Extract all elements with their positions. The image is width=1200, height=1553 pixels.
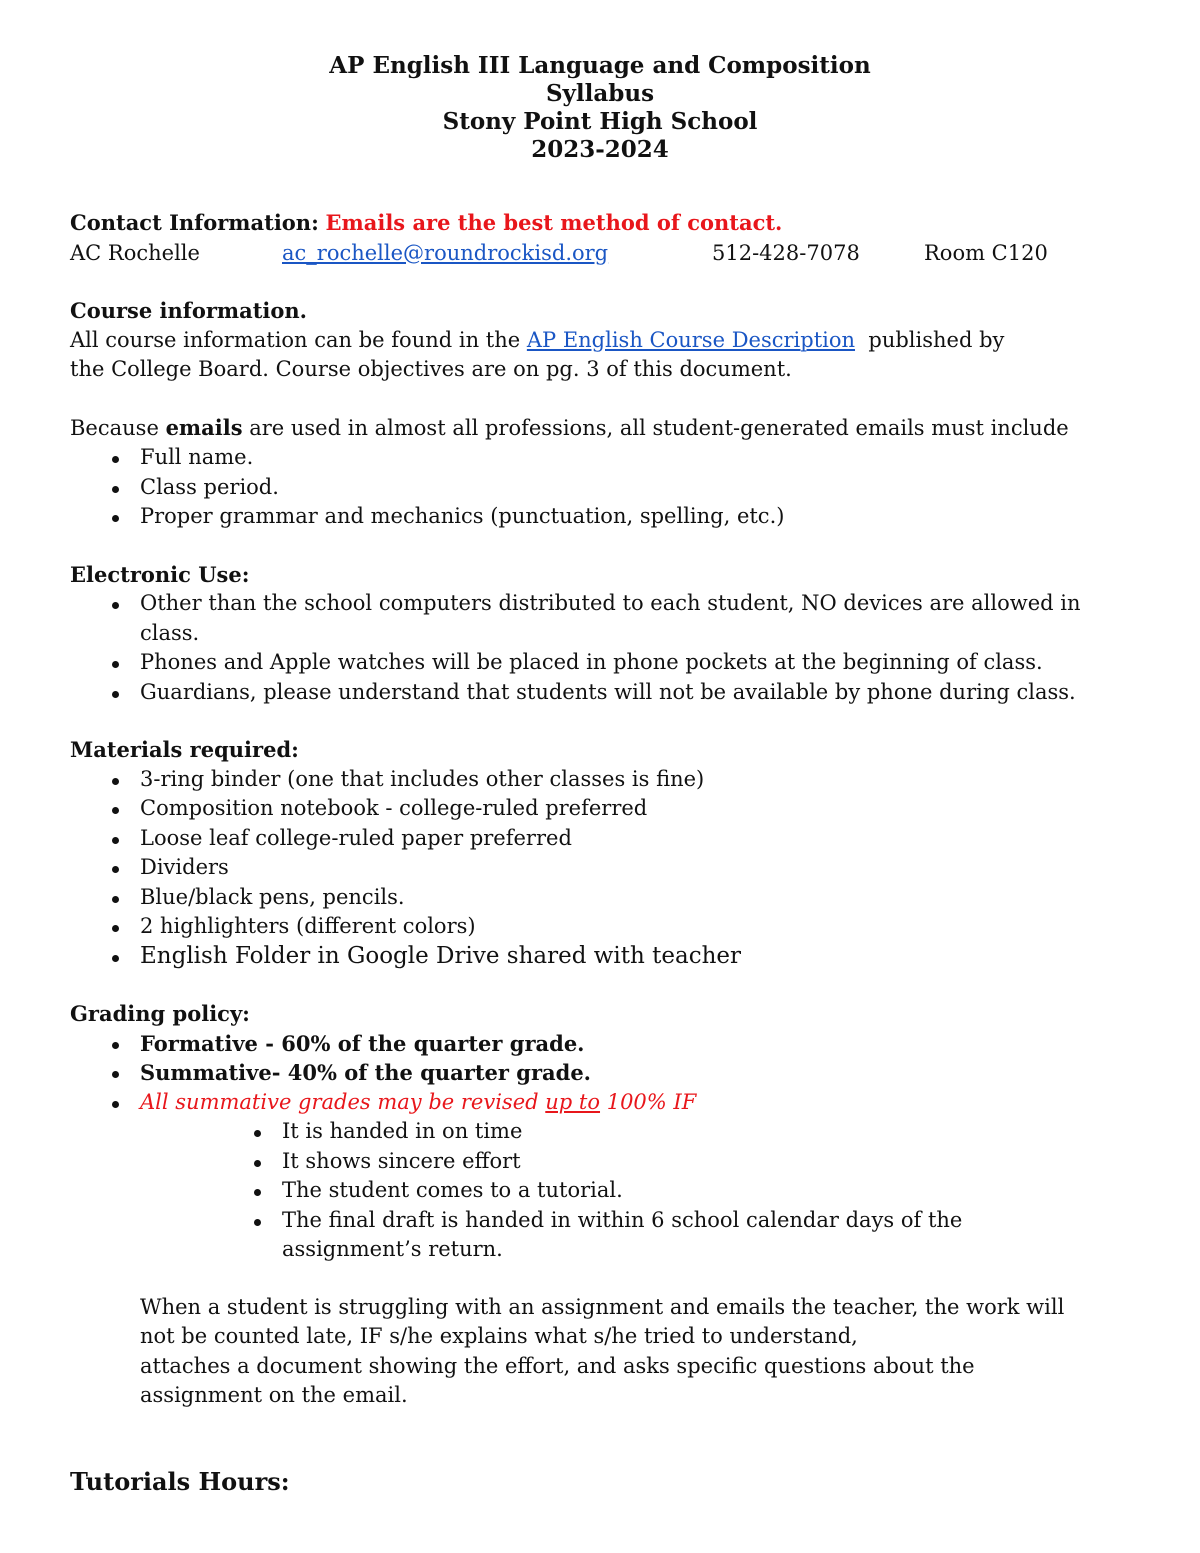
school-name: Stony Point High School	[442, 108, 758, 135]
electronic-use-list	[70, 589, 1130, 707]
syllabus-page	[70, 52, 1130, 1496]
list-item: Full name.	[70, 443, 1130, 473]
grading-heading: Grading policy:	[70, 1001, 250, 1026]
syllabus-label: Syllabus	[545, 80, 655, 107]
course-heading: Course information.	[70, 298, 307, 323]
teacher-phone: 512-428-7078	[712, 240, 860, 265]
school-year: 2023-2024	[531, 136, 669, 163]
list-item: The student comes to a tutorial.	[70, 1176, 1130, 1206]
contact-row	[70, 239, 1130, 269]
emails-intro-bold: emails	[165, 414, 243, 440]
tutorials-heading: Tutorials Hours:	[70, 1466, 290, 1496]
course-info-line-2: the College Board. Course objectives are on pg. 3 of this document.	[70, 357, 792, 381]
list-item: Blue/black pens, pencils.	[70, 883, 1130, 913]
materials-list	[70, 765, 1130, 972]
list-item: Guardians, please understand that students will not be available by phone during class.	[70, 678, 1130, 708]
list-item: Loose leaf college-ruled paper preferred	[70, 824, 1130, 854]
revision-text-before: All summative grades may be revised	[140, 1089, 539, 1114]
list-item: It shows sincere effort	[70, 1147, 1130, 1177]
list-item: 2 highlighters (different colors)	[70, 912, 1130, 942]
emails-intro-before: Because	[70, 415, 159, 440]
email-requirements-list	[70, 443, 1130, 532]
grading-list	[70, 1029, 1130, 1118]
course-text-before: All course information can be found in the	[70, 327, 521, 352]
course-text-after: published by	[868, 327, 1005, 352]
list-item: The final draft is handed in within 6 school calendar days of the assignment’s return.	[70, 1206, 1130, 1265]
struggle-line: When a student is struggling with an assignment and emails the teacher, the work will	[140, 1294, 1065, 1319]
list-item: It is handed in on time	[70, 1117, 1130, 1147]
emails-intro-after: are used in almost all professions, all student-generated emails must include	[249, 415, 1069, 440]
course-title: AP English III Language and Composition	[329, 52, 871, 79]
revision-text-underline: up to	[545, 1089, 601, 1114]
list-item: Proper grammar and mechanics (punctuation, spelling, etc.)	[70, 502, 1130, 532]
teacher-name: AC Rochelle	[70, 240, 200, 265]
list-item: Other than the school computers distributed to each student, NO devices are allowed in class.	[70, 589, 1130, 648]
electronic-heading: Electronic Use:	[70, 561, 250, 587]
list-item: Class period.	[70, 473, 1130, 503]
revision-conditions-list	[70, 1117, 1130, 1265]
course-description-link[interactable]: AP English Course Description	[526, 327, 856, 352]
formative-item: Formative - 60% of the quarter grade.	[70, 1029, 1130, 1059]
struggle-line: attaches a document showing the effort, and asks specific questions about the	[140, 1353, 975, 1378]
contact-note: Emails are the best method of contact.	[325, 210, 783, 235]
list-item: 3-ring binder (one that includes other classes is fine)	[70, 765, 1130, 795]
teacher-email-link[interactable]: ac_rochelle@roundrockisd.org	[282, 240, 609, 265]
struggle-paragraph	[70, 1293, 1130, 1411]
list-item: Composition notebook - college-ruled preferred	[70, 794, 1130, 824]
document-title	[70, 52, 1130, 164]
summative-item: Summative- 40% of the quarter grade.	[70, 1058, 1130, 1088]
contact-heading: Contact Information:	[70, 210, 319, 235]
emails-intro	[70, 413, 1130, 444]
materials-heading: Materials required:	[70, 737, 299, 762]
list-item: Dividers	[70, 853, 1130, 883]
contact-heading-line	[70, 208, 1130, 239]
course-info-line	[70, 326, 1130, 356]
teacher-room: Room C120	[924, 240, 1048, 265]
list-item: Phones and Apple watches will be placed in phone pockets at the beginning of class.	[70, 648, 1130, 678]
revision-text-after: 100% IF	[606, 1089, 697, 1114]
revision-item	[70, 1088, 1130, 1118]
struggle-line: not be counted late, IF s/he explains what s/he tried to understand,	[140, 1324, 858, 1348]
list-item: English Folder in Google Drive shared with teacher	[70, 942, 1130, 972]
struggle-line: assignment on the email.	[140, 1383, 408, 1407]
